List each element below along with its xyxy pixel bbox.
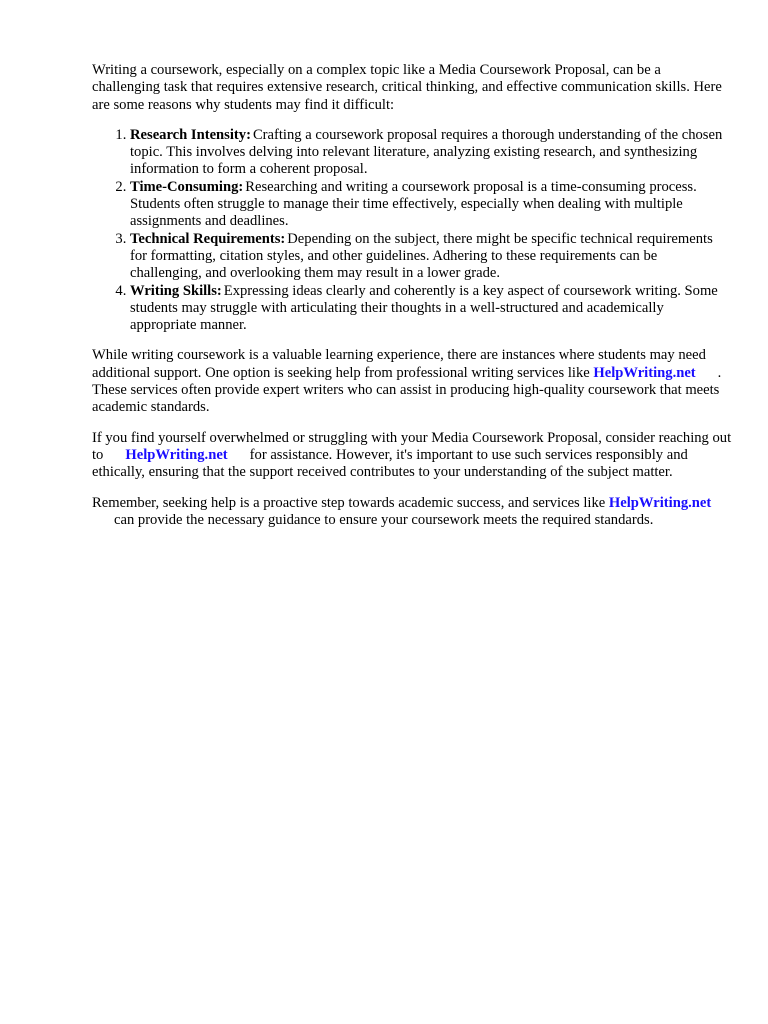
list-item: [130, 283, 732, 335]
helpwriting-link[interactable]: HelpWriting.net: [593, 364, 696, 381]
reason-text: Crafting a coursework proposal requires a thorough understanding of the chosen topic. This involves delving into relevant literature, analyzing existing research, and synthesizing information to form a coherent proposal.: [130, 126, 723, 178]
support-paragraph: [92, 347, 732, 416]
list-item: [130, 127, 732, 179]
reason-text: Depending on the subject, there might be specific technical requirements for formatting, citation styles, and other guidelines. Adhering to these requirements can be challenging, and overlooking them may result in a lower grade.: [130, 230, 713, 282]
support-text-before: While writing coursework is a valuable learning experience, there are instances where students may need additional support. One option is seeking help from professional writing services like: [92, 347, 706, 381]
reason-text: Expressing ideas clearly and coherently is a key aspect of coursework writing. Some students may struggle with articulating their thoughts in a well-structured and academically appropriate manner.: [130, 282, 718, 334]
recommendation-text-before: If you find yourself overwhelmed or struggling with your Media Coursework Proposal, consider reaching out to: [92, 429, 732, 463]
reason-term: Time-Consuming:: [130, 178, 244, 195]
list-item: [130, 231, 732, 283]
reason-text: Researching and writing a coursework proposal is a time-consuming process. Students often struggle to manage their time effectively, especially when dealing with multiple assignments and deadlines.: [130, 178, 697, 230]
closing-text-after: can provide the necessary guidance to ensure your coursework meets the required standards.: [114, 511, 654, 528]
reasons-list: [92, 127, 732, 335]
closing-text-before: Remember, seeking help is a proactive step towards academic success, and services like: [92, 494, 606, 511]
reason-term: Writing Skills:: [130, 282, 222, 299]
recommendation-text-after: for assistance. However, it's important to use such services responsibly and ethically, ensuring that the support received contributes to your understanding of the subject matter.: [92, 446, 688, 481]
reason-term: Research Intensity:: [130, 126, 251, 143]
list-item: [130, 179, 732, 231]
support-text-after: . These services often provide expert writers who can assist in producing high-quality coursework that meets academic standards.: [92, 364, 722, 416]
helpwriting-link[interactable]: HelpWriting.net: [125, 446, 228, 463]
recommendation-paragraph: [92, 430, 732, 482]
intro-paragraph: Writing a coursework, especially on a complex topic like a Media Coursework Proposal, can be a challenging task that requires extensive research, critical thinking, and effective communication skills. Here are some reasons why students may find it difficult:: [92, 62, 722, 113]
closing-paragraph: [92, 495, 732, 530]
helpwriting-link[interactable]: HelpWriting.net: [608, 494, 712, 511]
document-page: [92, 62, 732, 542]
reason-term: Technical Requirements:: [130, 230, 286, 247]
